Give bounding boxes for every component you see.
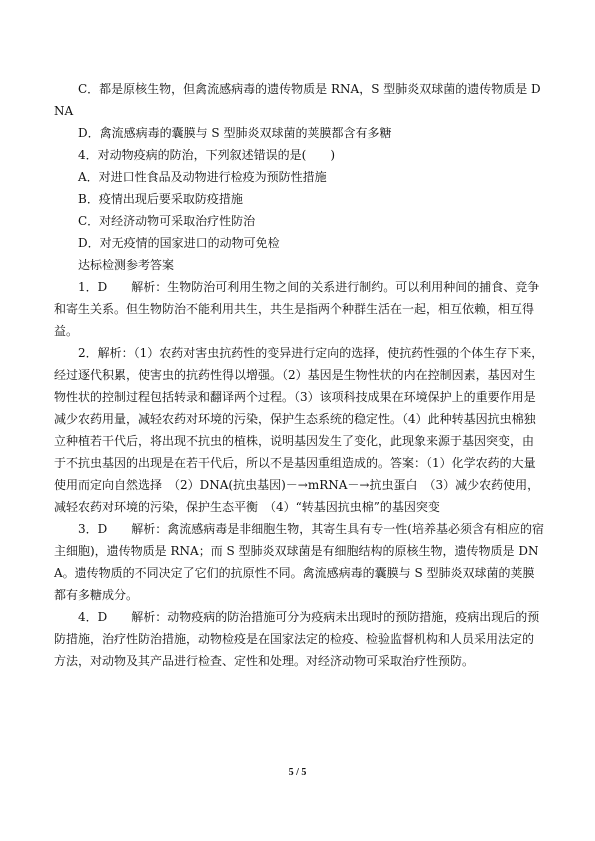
- answers-heading: 达标检测参考答案: [78, 258, 175, 272]
- answer-1: 1．D 解析：生物防治可利用生物之间的关系进行制约。可以利用种间的捕食、竞争和寄生关系。但生物防治不能利用共生，共生是指两个种群生活在一起，相互依赖，相互得益。: [54, 280, 540, 338]
- q4-option-c: C．对经济动物可采取治疗性防治: [78, 214, 256, 228]
- answer-2: 2．解析：（1）农药对害虫抗药性的变异进行定向的选择，使抗药性强的个体生存下来，经过逐代积累，使害虫的抗药性得以增强。（2）基因是生物性状的内在控制因素，基因对生物性状的控制过程包括转录和翻译两个过程。（3）该项科技成果在环境保护上的重要作用是减少农药用量，减轻农药对环境的污染，保护生态系统的稳定性。（4）此种转基因抗虫棉独立种植若干代后，将出现不抗虫的植株，说明基因发生了变化，此现象来源于基因突变，由于不抗虫基因的出现是在若干代后，所以不是基因重组造成的。答案：（1）化学农药的大量使用而定向自然选择 （2）DNA(抗虫基因)－→mRNA－→抗虫蛋白 （3）减少农药使用，减轻农药对环境的污染，保护生态平衡 （4）“转基因抗虫棉”的基因突变: [54, 346, 544, 514]
- option-c-line: C．都是原核生物，但禽流感病毒的遗传物质是 RNA，S 型肺炎双球菌的遗传物质是 DNA: [54, 82, 541, 118]
- answer-4: 4．D 解析：动物疫病的防治措施可分为疫病未出现时的预防措施，疫病出现后的预防措施，治疗性防治措施，动物检疫是在国家法定的检疫、检验监督机构和人员采用法定的方法，对动物及其产品进行检查、定性和处理。对经济动物可采取治疗性预防。: [54, 610, 540, 668]
- q4-option-b: B．疫情出现后要采取防疫措施: [78, 192, 243, 206]
- document-body: [54, 78, 544, 672]
- page-number: 5 / 5: [288, 767, 307, 778]
- q4-option-d: D．对无疫情的国家进口的动物可免检: [78, 236, 280, 250]
- q4-option-a: A．对进口性食品及动物进行检疫为预防性措施: [78, 170, 327, 184]
- question-4: 4．对动物疫病的防治，下列叙述错误的是( ): [78, 148, 335, 162]
- option-d-line: D．禽流感病毒的囊膜与 S 型肺炎双球菌的荚膜都含有多糖: [78, 126, 392, 140]
- answer-3: 3．D 解析：禽流感病毒是非细胞生物，其寄生具有专一性(培养基必须含有相应的宿主细胞)，遗传物质是 RNA；而 S 型肺炎双球菌是有细胞结构的原核生物，遗传物质是 DNA。遗传物质的不同决定了它们的抗原性不同。禽流感病毒的囊膜与 S 型肺炎双球菌的荚膜都有多糖成分。: [54, 522, 544, 602]
